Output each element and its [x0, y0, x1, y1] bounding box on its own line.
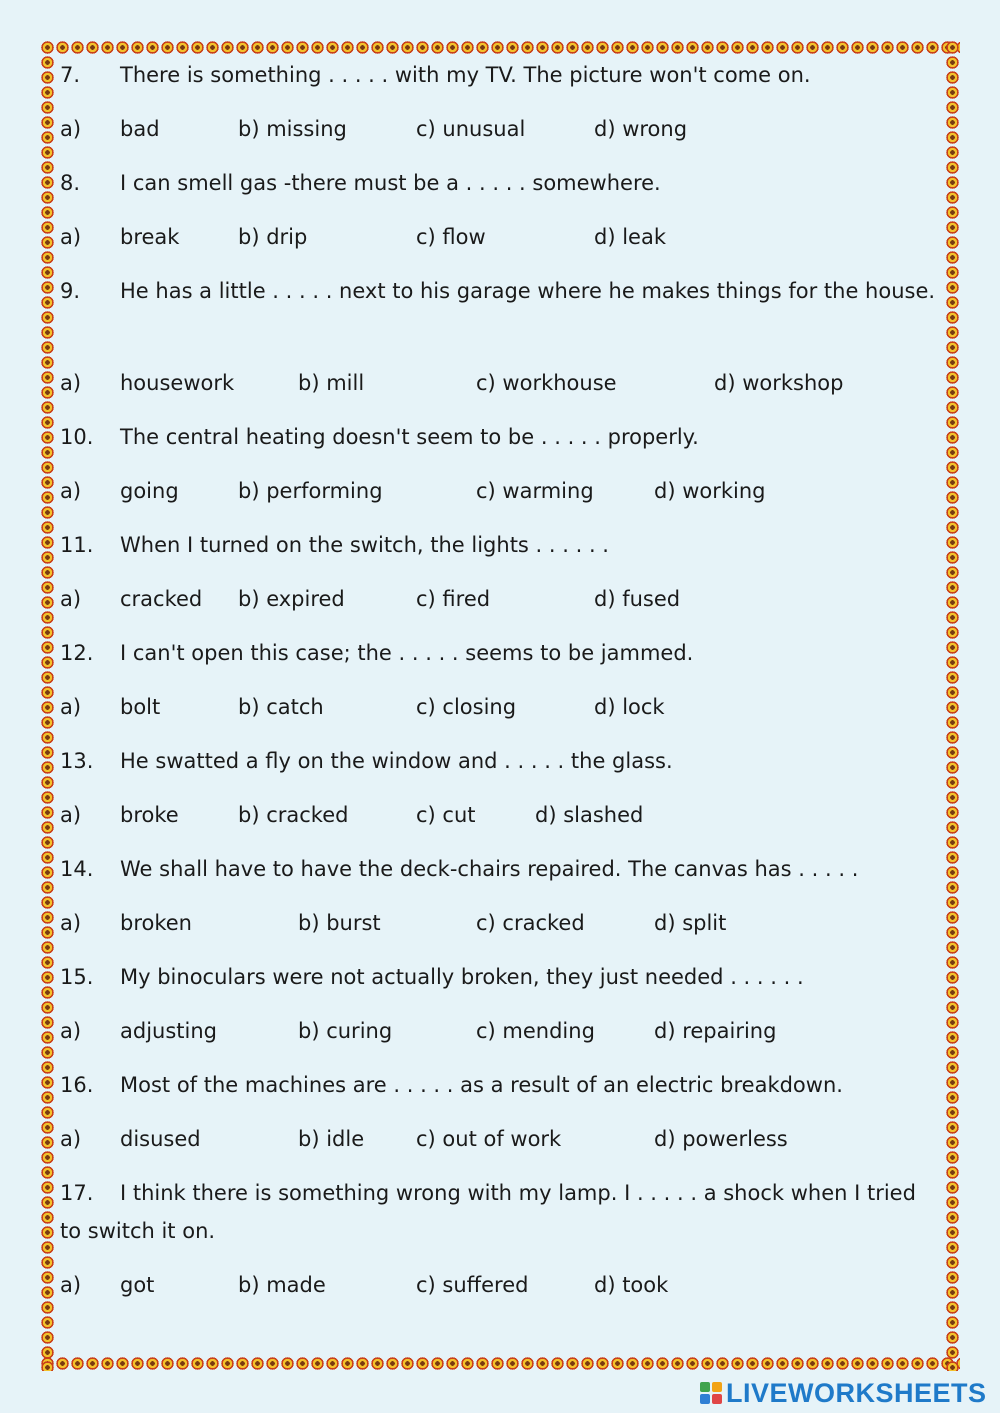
question-number: 7.: [60, 63, 81, 87]
option-b[interactable]: b) drip: [238, 225, 308, 249]
option-label: a): [60, 225, 82, 249]
question-text: When I turned on the switch, the lights . . . . . .: [120, 533, 609, 557]
question-number: 17.: [60, 1181, 94, 1205]
option-b[interactable]: b) performing: [238, 479, 383, 503]
option-label: a): [60, 371, 82, 395]
option-c[interactable]: c) suffered: [416, 1273, 529, 1297]
sunflower-border-top: [40, 40, 960, 55]
option-a[interactable]: broken: [120, 911, 192, 935]
option-b[interactable]: b) mill: [298, 371, 365, 395]
question-16: [60, 1066, 940, 1120]
option-a[interactable]: going: [120, 479, 179, 503]
option-c[interactable]: c) closing: [416, 695, 517, 719]
question-number: 15.: [60, 965, 94, 989]
option-d[interactable]: d) took: [594, 1273, 669, 1297]
option-d[interactable]: d) repairing: [654, 1019, 777, 1043]
options-13: [60, 796, 940, 850]
option-d[interactable]: d) wrong: [594, 117, 688, 141]
option-a[interactable]: housework: [120, 371, 235, 395]
liveworksheets-logo[interactable]: [700, 1376, 996, 1410]
option-a[interactable]: break: [120, 225, 180, 249]
question-8: [60, 164, 940, 218]
option-label: a): [60, 117, 82, 141]
question-number: 16.: [60, 1073, 94, 1097]
liveworksheets-icon: [700, 1382, 722, 1404]
option-label: a): [60, 587, 82, 611]
question-15: [60, 958, 940, 1012]
questions-list: [60, 56, 940, 1320]
option-label: a): [60, 1019, 82, 1043]
option-b[interactable]: b) curing: [298, 1019, 393, 1043]
option-c[interactable]: c) fired: [416, 587, 491, 611]
option-c[interactable]: c) mending: [476, 1019, 595, 1043]
question-text: Most of the machines are . . . . . as a result of an electric breakdown.: [120, 1073, 843, 1097]
option-label: a): [60, 695, 82, 719]
question-text: We shall have to have the deck-chairs repaired. The canvas has . . . . .: [120, 857, 859, 881]
option-label: a): [60, 911, 82, 935]
option-a[interactable]: broke: [120, 803, 179, 827]
question-number: 13.: [60, 749, 94, 773]
options-17: [60, 1266, 940, 1320]
question-12: [60, 634, 940, 688]
question-text: I think there is something wrong with my lamp. I . . . . . a shock when I tried to switch it on.: [60, 1181, 916, 1243]
question-number: 8.: [60, 171, 81, 195]
option-d[interactable]: d) working: [654, 479, 766, 503]
question-14: [60, 850, 940, 904]
question-9: [60, 272, 940, 364]
options-9: [60, 364, 940, 418]
option-d[interactable]: d) split: [654, 911, 727, 935]
option-b[interactable]: b) made: [238, 1273, 326, 1297]
option-c[interactable]: c) unusual: [416, 117, 526, 141]
option-a[interactable]: disused: [120, 1127, 201, 1151]
option-label: a): [60, 479, 82, 503]
question-number: 9.: [60, 279, 81, 303]
question-10: [60, 418, 940, 472]
question-7: [60, 56, 940, 110]
question-number: 12.: [60, 641, 94, 665]
option-c[interactable]: c) cut: [416, 803, 476, 827]
question-text: I can't open this case; the . . . . . seems to be jammed.: [120, 641, 694, 665]
sunflower-border-left: [40, 40, 55, 1371]
option-label: a): [60, 1127, 82, 1151]
option-c[interactable]: c) cracked: [476, 911, 585, 935]
option-b[interactable]: b) expired: [238, 587, 345, 611]
option-label: a): [60, 1273, 82, 1297]
option-d[interactable]: d) lock: [594, 695, 665, 719]
option-d[interactable]: d) leak: [594, 225, 666, 249]
question-number: 11.: [60, 533, 94, 557]
options-8: [60, 218, 940, 272]
option-b[interactable]: b) missing: [238, 117, 347, 141]
question-number: 10.: [60, 425, 94, 449]
option-d[interactable]: d) powerless: [654, 1127, 788, 1151]
option-a[interactable]: cracked: [120, 587, 203, 611]
option-d[interactable]: d) workshop: [714, 371, 844, 395]
option-b[interactable]: b) burst: [298, 911, 381, 935]
options-7: [60, 110, 940, 164]
question-number: 14.: [60, 857, 94, 881]
options-16: [60, 1120, 940, 1174]
question-text: My binoculars were not actually broken, they just needed . . . . . .: [120, 965, 804, 989]
option-c[interactable]: c) warming: [476, 479, 594, 503]
options-14: [60, 904, 940, 958]
options-15: [60, 1012, 940, 1066]
question-17: [60, 1174, 940, 1266]
options-12: [60, 688, 940, 742]
question-13: [60, 742, 940, 796]
option-b[interactable]: b) catch: [238, 695, 324, 719]
option-a[interactable]: bad: [120, 117, 160, 141]
option-a[interactable]: adjusting: [120, 1019, 217, 1043]
question-text: The central heating doesn't seem to be . . . . . properly.: [120, 425, 699, 449]
logo-text: LIVEWORKSHEETS: [726, 1377, 987, 1408]
option-label: a): [60, 803, 82, 827]
question-text: He has a little . . . . . next to his garage where he makes things for the house.: [120, 279, 936, 303]
option-b[interactable]: b) cracked: [238, 803, 349, 827]
options-10: [60, 472, 940, 526]
sunflower-border-bottom: [40, 1356, 960, 1371]
sunflower-border-right: [945, 40, 960, 1371]
option-c[interactable]: c) workhouse: [476, 371, 617, 395]
option-a[interactable]: got: [120, 1273, 155, 1297]
option-d[interactable]: d) slashed: [535, 803, 644, 827]
option-c[interactable]: c) flow: [416, 225, 486, 249]
options-11: [60, 580, 940, 634]
question-text: There is something . . . . . with my TV. The picture won't come on.: [120, 63, 811, 87]
option-d[interactable]: d) fused: [594, 587, 681, 611]
option-a[interactable]: bolt: [120, 695, 161, 719]
question-text: He swatted a fly on the window and . . . . . the glass.: [120, 749, 673, 773]
question-text: I can smell gas -there must be a . . . . . somewhere.: [120, 171, 661, 195]
question-11: [60, 526, 940, 580]
option-b[interactable]: b) idle: [298, 1127, 365, 1151]
option-c[interactable]: c) out of work: [416, 1127, 562, 1151]
